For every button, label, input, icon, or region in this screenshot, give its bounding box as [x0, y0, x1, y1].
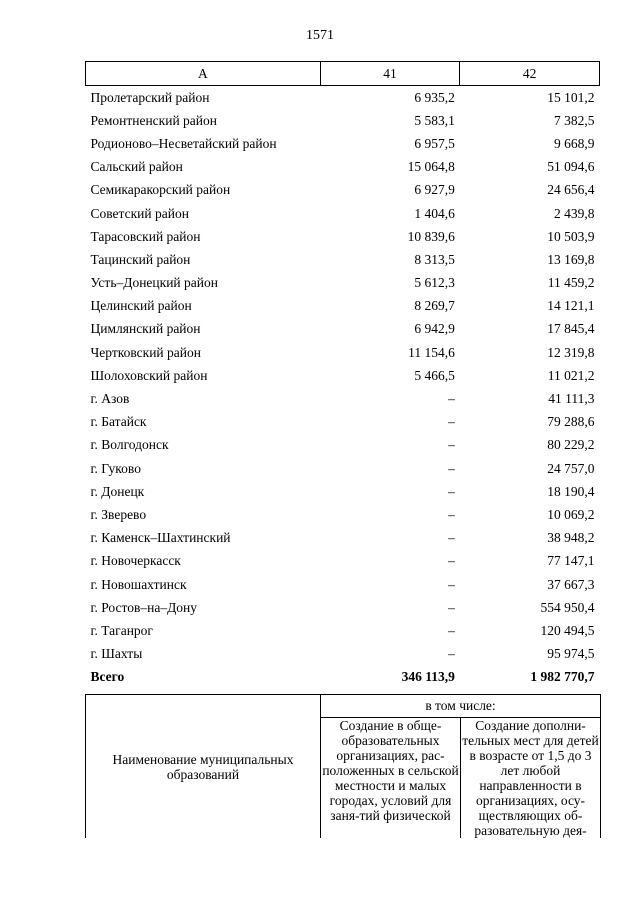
value-col-42: 10 503,9: [547, 228, 595, 244]
value-col-41: 5 612,3: [414, 275, 455, 291]
municipality-name: Всего: [90, 669, 125, 685]
table-row: [86, 202, 600, 225]
municipality-name: Советский район: [90, 205, 189, 221]
municipality-name: г. Донецк: [90, 483, 145, 499]
value-col-41: –: [448, 460, 455, 476]
value-col-42: 1 982 770,7: [530, 669, 595, 685]
value-col-42: 79 288,6: [547, 414, 595, 430]
value-col-41: 346 113,9: [401, 669, 455, 685]
municipality-name: Тацинский район: [90, 251, 191, 267]
table-row: [86, 434, 600, 457]
rural-schools-column-header: Создание в обще-образовательных организациях, рас-положенных в сельской местности и малых городах, условий для заня-тий физической: [321, 718, 461, 839]
value-col-42: 17 845,4: [547, 321, 595, 337]
table-row: [86, 643, 600, 666]
municipality-name: Тарасовский район: [90, 228, 201, 244]
column-header-42: 42: [460, 62, 600, 86]
table-row: [86, 86, 600, 110]
municipality-name: г. Новочеркасск: [90, 553, 181, 569]
value-col-41: –: [448, 391, 455, 407]
preschool-places-column-header: Создание дополни-тельных мест для детей в возрасте от 1,5 до 3 лет любой направленности в организациях, осу-ществляющих об-разовательную дея-: [462, 718, 599, 838]
table-row: [86, 550, 600, 573]
value-col-41: 5 466,5: [414, 367, 455, 383]
value-col-42: 10 069,2: [547, 506, 595, 522]
value-col-42: 9 668,9: [554, 135, 595, 151]
value-col-41: –: [448, 414, 455, 430]
table-row: [86, 156, 600, 179]
value-col-42: 13 169,8: [547, 251, 595, 267]
table-row: [86, 295, 600, 318]
municipality-name: г. Новошахтинск: [90, 576, 187, 592]
page-number: 1571: [306, 28, 334, 43]
value-col-41: 5 583,1: [414, 112, 455, 128]
value-col-42: 24 656,4: [547, 182, 595, 198]
value-col-42: 37 667,3: [547, 576, 595, 592]
value-col-41: 11 154,6: [408, 344, 455, 360]
municipality-name: г. Волгодонск: [90, 437, 169, 453]
value-col-41: –: [448, 553, 455, 569]
value-col-42: 12 319,8: [547, 344, 595, 360]
municipality-name: Чертковский район: [90, 344, 201, 360]
value-col-41: 6 957,5: [414, 135, 455, 151]
value-col-42: 41 111,3: [548, 391, 595, 407]
municipality-name: Целинский район: [90, 298, 192, 314]
table-row: [86, 272, 600, 295]
next-table-header: [85, 694, 601, 838]
value-col-41: –: [448, 437, 455, 453]
table-row: [86, 109, 600, 132]
table-row: [86, 480, 600, 503]
municipality-name: Цимлянский район: [90, 321, 201, 337]
value-col-42: 14 121,1: [547, 298, 595, 314]
including-header: в том числе:: [321, 695, 601, 718]
municipality-name: г. Ростов–на–Дону: [90, 599, 198, 615]
value-col-42: 15 101,2: [547, 89, 595, 105]
value-col-41: –: [448, 530, 455, 546]
table-row: [86, 457, 600, 480]
municipality-name: Усть–Донецкий район: [90, 275, 218, 291]
value-col-42: 7 382,5: [554, 112, 595, 128]
municipality-name: Родионово–Несветайский район: [90, 135, 277, 151]
municipality-name: Ремонтненский район: [90, 112, 217, 128]
column-header-a: А: [86, 62, 321, 86]
value-col-42: 11 459,2: [547, 275, 595, 291]
municipality-name: Шолоховский район: [90, 367, 208, 383]
value-col-41: –: [448, 576, 455, 592]
value-col-41: 6 942,9: [414, 321, 455, 337]
municipality-name: г. Зверево: [90, 506, 147, 522]
value-col-41: 8 269,7: [414, 298, 455, 314]
value-col-41: –: [448, 483, 455, 499]
table-row: [86, 248, 600, 271]
table-total-row: [86, 666, 600, 689]
table-header-row: [86, 62, 600, 86]
municipality-name: г. Батайск: [90, 414, 147, 430]
column-header-41: 41: [320, 62, 460, 86]
municipality-name: г. Азов: [90, 391, 130, 407]
value-col-42: 554 950,4: [540, 599, 595, 615]
value-col-42: 95 974,5: [547, 646, 595, 662]
value-col-42: 18 190,4: [547, 483, 595, 499]
value-col-41: 1 404,6: [414, 205, 455, 221]
value-col-41: –: [448, 646, 455, 662]
value-col-41: –: [448, 506, 455, 522]
municipality-name: Семикаракорский район: [90, 182, 231, 198]
value-col-42: 11 021,2: [547, 367, 595, 383]
municipality-name: Пролетарский район: [90, 89, 210, 105]
table-row: [86, 411, 600, 434]
table-row: [86, 527, 600, 550]
table-row: [86, 596, 600, 619]
municipality-column-header: Наименование муниципальных образований: [86, 695, 321, 839]
table-row: [86, 132, 600, 155]
table-row: [86, 318, 600, 341]
value-col-41: 15 064,8: [407, 159, 455, 175]
value-col-41: 8 313,5: [414, 251, 455, 267]
value-col-41: –: [448, 599, 455, 615]
municipality-name: Сальский район: [90, 159, 183, 175]
table-row: [86, 573, 600, 596]
value-col-41: –: [448, 622, 455, 638]
table-row: [86, 179, 600, 202]
table-row: [86, 387, 600, 410]
municipality-name: г. Гуково: [90, 460, 141, 476]
value-col-42: 38 948,2: [547, 530, 595, 546]
value-col-41: 6 935,2: [414, 89, 455, 105]
value-col-42: 80 229,2: [547, 437, 595, 453]
value-col-42: 24 757,0: [547, 460, 595, 476]
value-col-42: 2 439,8: [554, 205, 595, 221]
value-col-42: 77 147,1: [547, 553, 595, 569]
table-row: [86, 619, 600, 642]
value-col-42: 120 494,5: [540, 622, 595, 638]
value-col-41: 10 839,6: [407, 228, 455, 244]
municipality-name: г. Таганрог: [90, 622, 153, 638]
table-row: [86, 225, 600, 248]
table-row: [86, 503, 600, 526]
municipality-name: г. Каменск–Шахтинский: [90, 530, 231, 546]
table-row: [86, 364, 600, 387]
value-col-41: 6 927,9: [414, 182, 455, 198]
municipality-name: г. Шахты: [90, 646, 143, 662]
budget-table: [85, 61, 600, 689]
table-body: [86, 86, 600, 689]
value-col-42: 51 094,6: [547, 159, 595, 175]
table-row: [86, 341, 600, 364]
